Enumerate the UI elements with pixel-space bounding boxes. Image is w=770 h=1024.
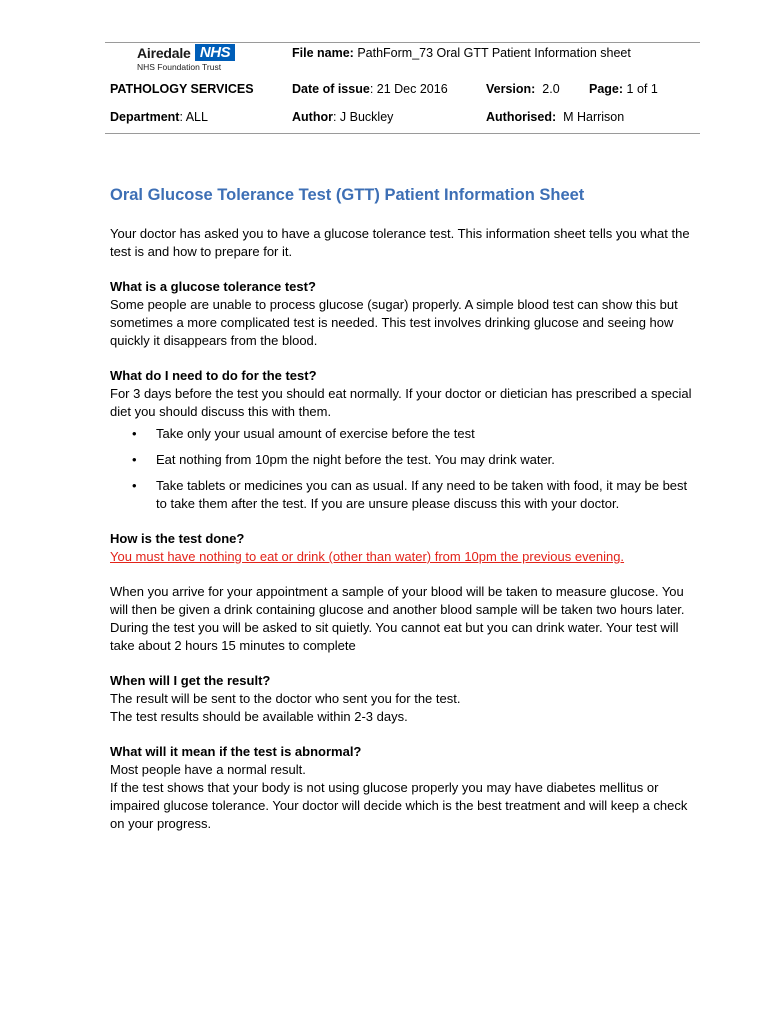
page-label: Page: <box>589 82 624 96</box>
department-cell <box>110 109 208 125</box>
file-name-cell <box>292 45 631 61</box>
list-item-text: Take only your usual amount of exercise before the test <box>156 426 475 441</box>
service-cell <box>110 81 254 97</box>
logo-subtitle: NHS Foundation Trust <box>137 62 222 72</box>
authorised-cell <box>486 109 624 125</box>
file-name-label: File name: <box>292 46 354 60</box>
authorised-value: M Harrison <box>563 110 625 124</box>
what-do-heading: What do I need to do for the test? <box>110 368 317 383</box>
list-item-text: Eat nothing from 10pm the night before the test. You may drink water. <box>156 452 555 467</box>
result-line-1: The result will be sent to the doctor who sent you for the test. <box>110 691 461 706</box>
authorised-label: Authorised: <box>486 110 557 124</box>
version-label: Version: <box>486 82 536 96</box>
list-item <box>110 425 695 443</box>
what-is-text: Some people are unable to process glucose (sugar) properly. A simple blood test can show this but sometimes a more complicated test is needed. This test involves drinking glucose and seeing how quickly it disappears from the blood. <box>110 297 678 348</box>
author-label: Author <box>292 110 333 124</box>
bullet-icon: • <box>132 478 137 493</box>
abnormal-line-2: If the test shows that your body is not using glucose properly you may have diabetes mellitus or impaired glucose tolerance. Your doctor will decide which is the best treatment and will keep a check on your progress. <box>110 780 688 831</box>
intro-paragraph: Your doctor has asked you to have a glucose tolerance test. This information sheet tells you what the test is and how to prepare for it. <box>110 226 690 259</box>
result-heading: When will I get the result? <box>110 673 271 688</box>
bullet-icon: • <box>132 452 137 467</box>
bullet-icon: • <box>132 426 137 441</box>
list-item <box>110 477 695 513</box>
list-item <box>110 451 695 469</box>
header-bottom-rule <box>105 133 700 134</box>
version-value: 2.0 <box>542 82 560 96</box>
date-value: : 21 Dec 2016 <box>369 82 448 96</box>
abnormal-line-1: Most people have a normal result. <box>110 762 306 777</box>
author-value: : J Buckley <box>332 110 394 124</box>
author-cell <box>292 109 393 125</box>
what-do-text: For 3 days before the test you should eat normally. If your doctor or dietician has prescribed a special diet you should discuss this with them. <box>110 386 692 419</box>
how-done-heading: How is the test done? <box>110 531 245 546</box>
nhs-badge: NHS <box>195 44 235 61</box>
date-cell <box>292 81 448 97</box>
document-body <box>110 225 695 833</box>
abnormal-heading: What will it mean if the test is abnormal? <box>110 744 362 759</box>
version-cell <box>486 81 560 97</box>
logo-name: Airedale <box>137 45 191 61</box>
what-is-heading: What is a glucose tolerance test? <box>110 279 316 294</box>
how-done-text: When you arrive for your appointment a sample of your blood will be taken to measure glucose. You will then be given a drink containing glucose and another blood sample will be taken two hours later. During the test you will be asked to sit quietly. You cannot eat but you can drink water. Your test will take about 2 hours 15 minutes to complete <box>110 584 685 653</box>
result-line-2: The test results should be available within 2-3 days. <box>110 709 408 724</box>
department-value: : ALL <box>179 110 208 124</box>
file-name-value: PathForm_73 Oral GTT Patient Information sheet <box>357 46 631 60</box>
page-value: 1 of 1 <box>626 82 658 96</box>
department-label: Department <box>110 110 180 124</box>
airedale-nhs-logo <box>137 43 247 73</box>
list-item-text: Take tablets or medicines you can as usual. If any need to be taken with food, it may be best to take them after the test. If you are unsure please discuss this with your doctor. <box>156 478 688 511</box>
preparation-list <box>110 425 695 513</box>
page-cell <box>589 81 658 97</box>
service-name: PATHOLOGY SERVICES <box>110 82 254 96</box>
date-label: Date of issue <box>292 82 370 96</box>
fasting-warning: You must have nothing to eat or drink (other than water) from 10pm the previous evening. <box>110 549 625 564</box>
document-title: Oral Glucose Tolerance Test (GTT) Patient Information Sheet <box>110 186 585 204</box>
